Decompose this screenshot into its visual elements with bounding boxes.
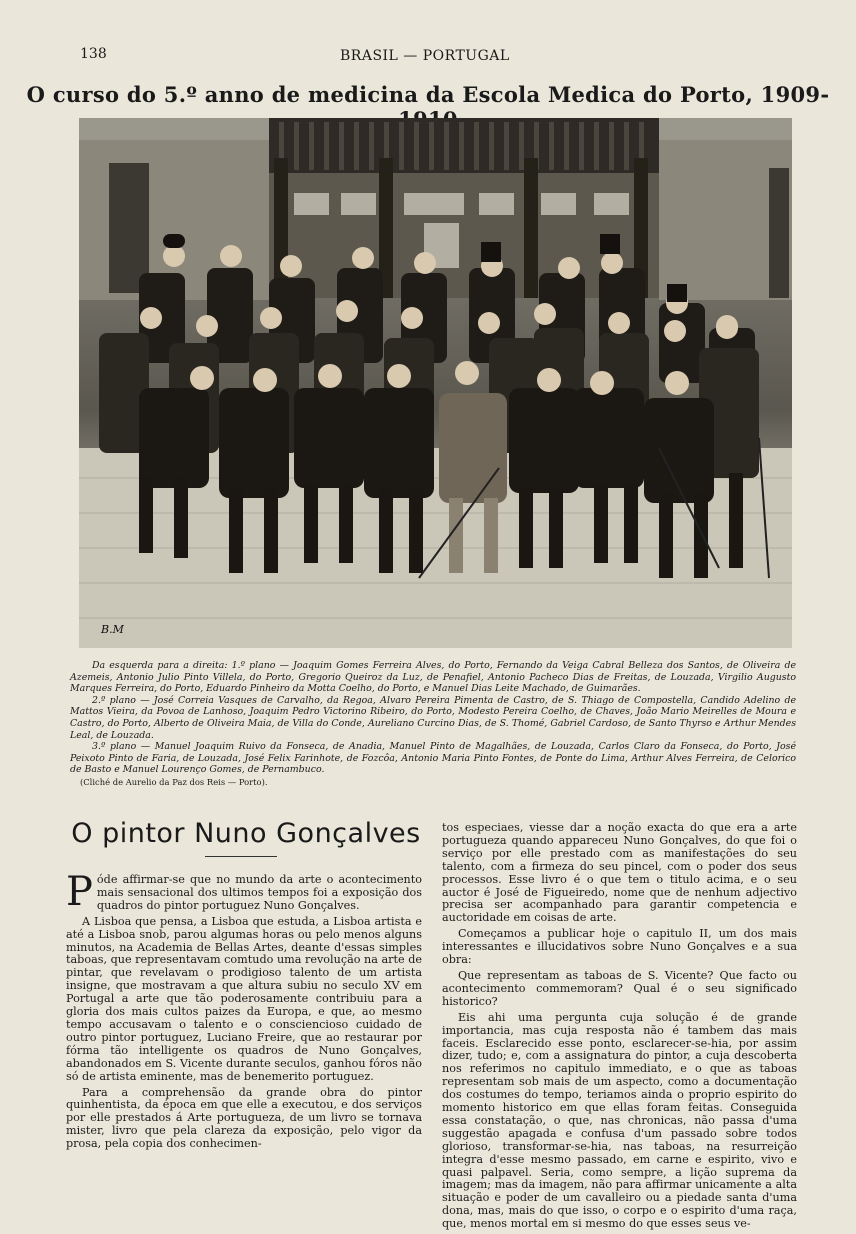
photo-caption xyxy=(70,660,796,789)
photo-headline: O curso do 5.º anno de medicina da Escola Medica do Porto, 1909- xyxy=(26,82,830,107)
running-title: BRASIL — PORTUGAL xyxy=(340,48,510,64)
quoted-paragraph: Eis ahi uma pergunta cuja solução é de grande importancia, mas cuja resposta não é tambem das mais faceis. Esclarecido esse ponto, esclarecer-se-hia, por assim dizer, tudo; e, com a assignatura do pintor, a cuja descoberta nos referimos no capitulo immediato, e o que as taboas representam sob mais de um aspecto, como a documentação dos costumes do tempo, teriamos ainda o proprio espirito do momento historico em que ellas foram feitas. Conseguida essa constatação, o que, nas chronicas, não passa d'uma suggestão apagada e confusa d'um passado sobre todos glorioso, transformar-se-hia, nas taboas, na resurreição integra d'esse mesmo passado, em carne e espirito, vivo e quasi palpavel. Seria, como sempre, a lição suprema da imagem; mas da imagem, não para affirmar unicamente a alta situação e poder de um cavalleiro ou a piedade santa d'uma dona, mas, mais do que isso, o corpo e o espirito d'uma raça, que, menos mortal em si mesmo do que esses seus ve- xyxy=(442,1010,797,1231)
uniformed-student xyxy=(439,393,507,503)
photo-credit: (Cliché de Aurelio da Paz dos Reis — Porto). xyxy=(80,776,268,787)
article-paragraph xyxy=(66,869,422,915)
right-door xyxy=(769,168,789,298)
caption-second-row: 2.º plano — José Correia Vasques de Carvalho, da Regoa, Alvaro Pereira Pimenta de Castro, de S. Thiago de Compostella, Candido Adelino de Mattos Vieira, da Povoa de Lanhoso, Joaquim Pedro Victorino Ribeiro, do Porto, Modesto Pereira Coelho, de Chaves, João Mario Meirelles de Moura e Castro, do Porto, Alberto de Oliveira Maia, de Villa do Conde, Aureliano Curcino Dias, de S. Thomé, Gabriel Cardoso, de Santo Thyrso e Arthur Mendes Leal, de Louzada. xyxy=(70,694,796,741)
article-column-left xyxy=(66,869,422,1154)
photographer-signature: B.M xyxy=(101,623,124,636)
article-paragraph: Para a comprehensão da grande obra do pintor quinhentista, da época em que elle a executou, e dos serviços por elle prestados á Arte portugueza, de um livro se tornava mister, livro que pela clareza da exposição, pelo vigor da prosa, pela copia dos conhecimen- xyxy=(66,1085,422,1151)
left-door xyxy=(109,163,149,293)
article-paragraph-text: óde affirmar-se que no mundo da arte o acontecimento mais sensacional dos ultimos tempos foi a exposição dos quadros do pintor portuguez Nuno Gonçalves. xyxy=(96,873,422,912)
drop-cap: P xyxy=(66,869,93,915)
article-paragraph: tos especiaes, viesse dar a noção exacta do que era a arte portugueza quando appareceu Nuno Gonçalves, do que foi o serviço por elle prestado com as manifestações do seu talento, com a firmeza do seu pincel, com o poder dos seus processos. Esse livro é o que tem o titulo acima, e o seu auctor é José de Figueiredo, nome que de nenhum adjectivo precisa ser acompanhado para garantir competencia e auctoridade em coisas de arte. xyxy=(442,821,797,925)
article-paragraph: Começamos a publicar hoje o capitulo II, um dos mais interessantes e illucidativos sobre Nuno Gonçalves e a sua obra: xyxy=(442,927,797,967)
article-column-right xyxy=(442,822,797,1234)
caption-first-row: Da esquerda para a direita: 1.º plano — Joaquim Gomes Ferreira Alves, do Porto, Fernando da Veiga Cabral Belleza dos Santos, de Oliveira de Azemeis, Antonio Julio Pinto Villela, do Porto, Gregorio Queiroz da Luz, de Penafiel, Antonio Pacheco Dias de Freitas, de Louzada, Virgilio Augusto Marques Ferreira, do Porto, Eduardo Pinheiro da Motta Coelho, do Porto, e Manuel Dias Leite Machado, de Guimarães. xyxy=(70,660,796,695)
article-paragraph: A Lisboa que pensa, a Lisboa que estuda, a Lisboa artista e até a Lisboa snob, parou algumas horas ou pelo menos alguns minutos, na Academia de Bellas Artes, deante d'essas simples taboas, que representavam comtudo uma revolução na arte de pintar, que revelavam o prodigioso talento de um artista insigne, que mostravam a que altura subiu no seculo XV em Portugal a arte que tão poderosamente contribuiu para a gloria dos mais cultos paizes da Europa, e que, ao mesmo tempo accusavam o talento e o consciencioso cuidado de outro pintor portuguez, Luciano Freire, que ao restaurar por fórma tão intelligente os quadros de Nuno Gonçalves, abandonados em S. Vicente durante seculos, ganhou fóros não só de artista eminente, mas de benemerito portuguez. xyxy=(66,914,422,1083)
group-photo-illustration xyxy=(79,118,792,648)
group-photograph xyxy=(79,118,792,648)
quoted-paragraph: Que representam as taboas de S. Vicente? Que facto ou acontecimento commemoram? Qual é o seu significado historico? xyxy=(442,968,797,1008)
caption-third-row: 3.º plano — Manuel Joaquim Ruivo da Fonseca, de Anadia, Manuel Pinto de Magalhães, de Louzada, Carlos Claro da Fonseca, do Porto, José Peixoto Pinto de Faria, de Louzada, José Felix Farinhote, de Fozcôa, Antonio Maria Pinto Fontes, de Ponte do Lima, Arthur Alves Ferreira, de Celorico de Basto e Manuel Lourenço Gomes, de Pernambuco. xyxy=(70,741,796,776)
title-rule xyxy=(205,856,277,857)
article-title: O pintor Nuno Gonçalves xyxy=(71,818,421,849)
page-number: 138 xyxy=(80,46,107,62)
